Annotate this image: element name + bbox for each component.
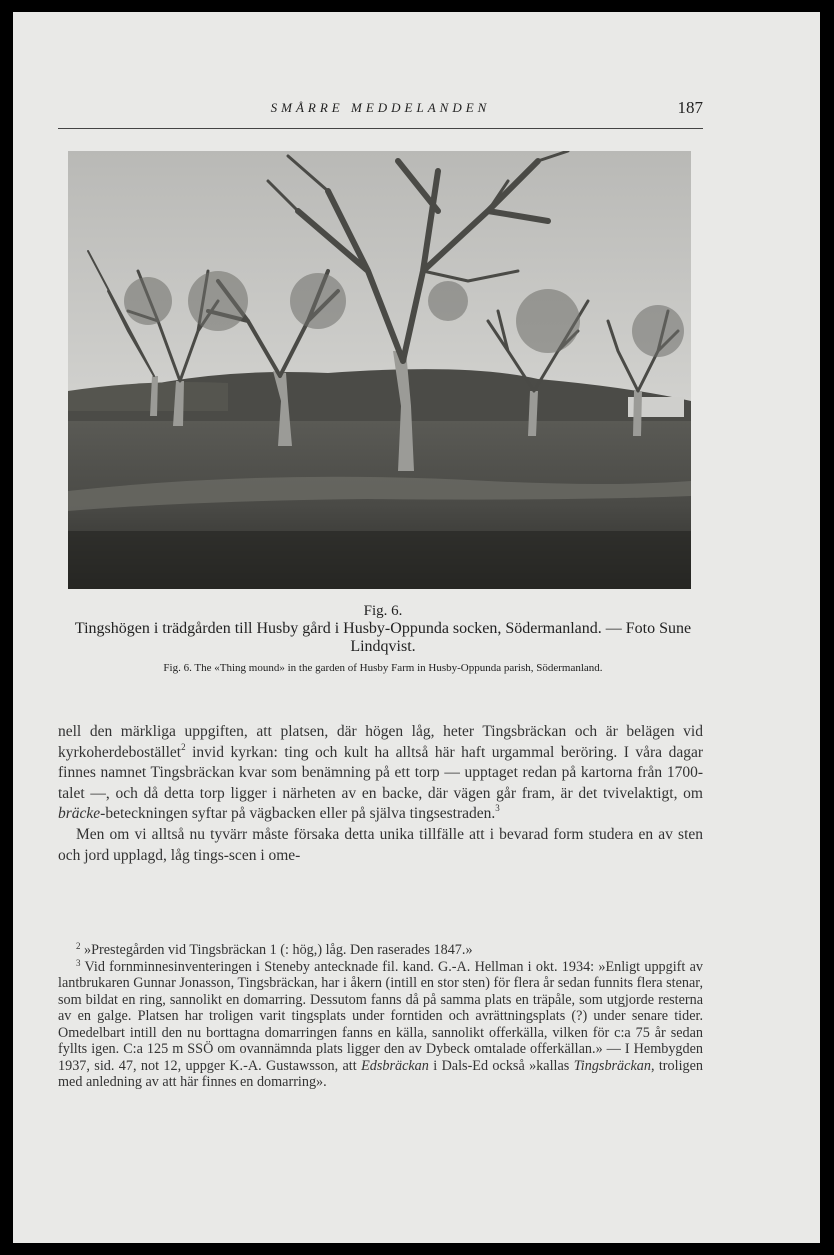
page-header: [58, 100, 703, 129]
caption-english: Fig. 6. The «Thing mound» in the garden of Husby Farm in Husby-Oppunda parish, Södermanland.: [163, 662, 603, 674]
leaf-litter: [68, 531, 691, 589]
footnotes: [58, 942, 703, 1091]
page: [13, 12, 820, 1243]
paragraph-1: nell den märkliga uppgiften, att platsen, där högen låg, heter Tingsbräckan och är belägen vid kyrkoherdebostället$^2$ invid kyrkan: ting och kult ha alltså här haft urgammal beröring. I våra dagar finnes namnet Tingsbräckan kvar som benämning på ett torp — upptaget redan på kartorna från 1700-talet —, och då detta torp ligger i närheten av en backe, där vägen går fram, är det tvivelaktigt, om bräcke-beteckningen syftar på vägbacken eller på själva tingsestraden.$^3$: [58, 723, 703, 823]
figure-photo: [68, 151, 691, 589]
footnote-3: $^3$ Vid fornminnesinventeringen i Steneby antecknade fil. kand. G.-A. Hellman i okt. 1934: »Enligt uppgift av lantbrukaren Gunnar Jonasson, Tingsbräckan, har i åkern (intill en stor sten) för flera år sedan funnits flera stenar, som bildat en ring, sannolikt en domarring. Dessutom fanns då på samma plats en träpåle, som utgjorde resterna av en galge. Platsen har troligen varit tingsplats under forntiden och avrättningsplats (?) under senare tider. Omedelbart intill den nu borttagna domarringen fanns en källa, sannolikt offerkälla, vilken för c:a 75 år sedan fyllts igen. C:a 125 m SSÖ om ovannämnda plats ligger den av Dybeck omtalade offerkällan.» — I Hembygden 1937, sid. 47, not 12, uppger K.-A. Gustawsson, att Edsbräckan i Dals-Ed också »kallas Tingsbräckan, troligen med anledning av att här finnes en domarring».: [58, 957, 703, 1090]
running-title: SMÅRRE MEDDELANDEN: [270, 100, 491, 115]
paragraph-2: Men om vi alltså nu tyvärr måste försaka detta unika tillfälle att i bevarad form studera en av sten och jord upplagd, låg tings-scen i ome-: [58, 825, 703, 864]
figure-caption: [58, 602, 708, 675]
page-number: 187: [677, 98, 703, 117]
figure-number: Fig. 6.: [363, 603, 403, 619]
caption-swedish: Tingshögen i trädgården till Husby gård i Husby-Oppunda socken, Södermanland. — Foto Sune Lindqvist.: [74, 620, 692, 655]
footnote-2: $^2$ »Prestegården vid Tingsbräckan 1 (: hög,) låg. Den raserades 1847.»: [76, 941, 473, 958]
body-text: [58, 722, 703, 866]
footnote-ref-2: 2: [181, 741, 186, 752]
footnote-ref-3: 3: [495, 803, 500, 814]
